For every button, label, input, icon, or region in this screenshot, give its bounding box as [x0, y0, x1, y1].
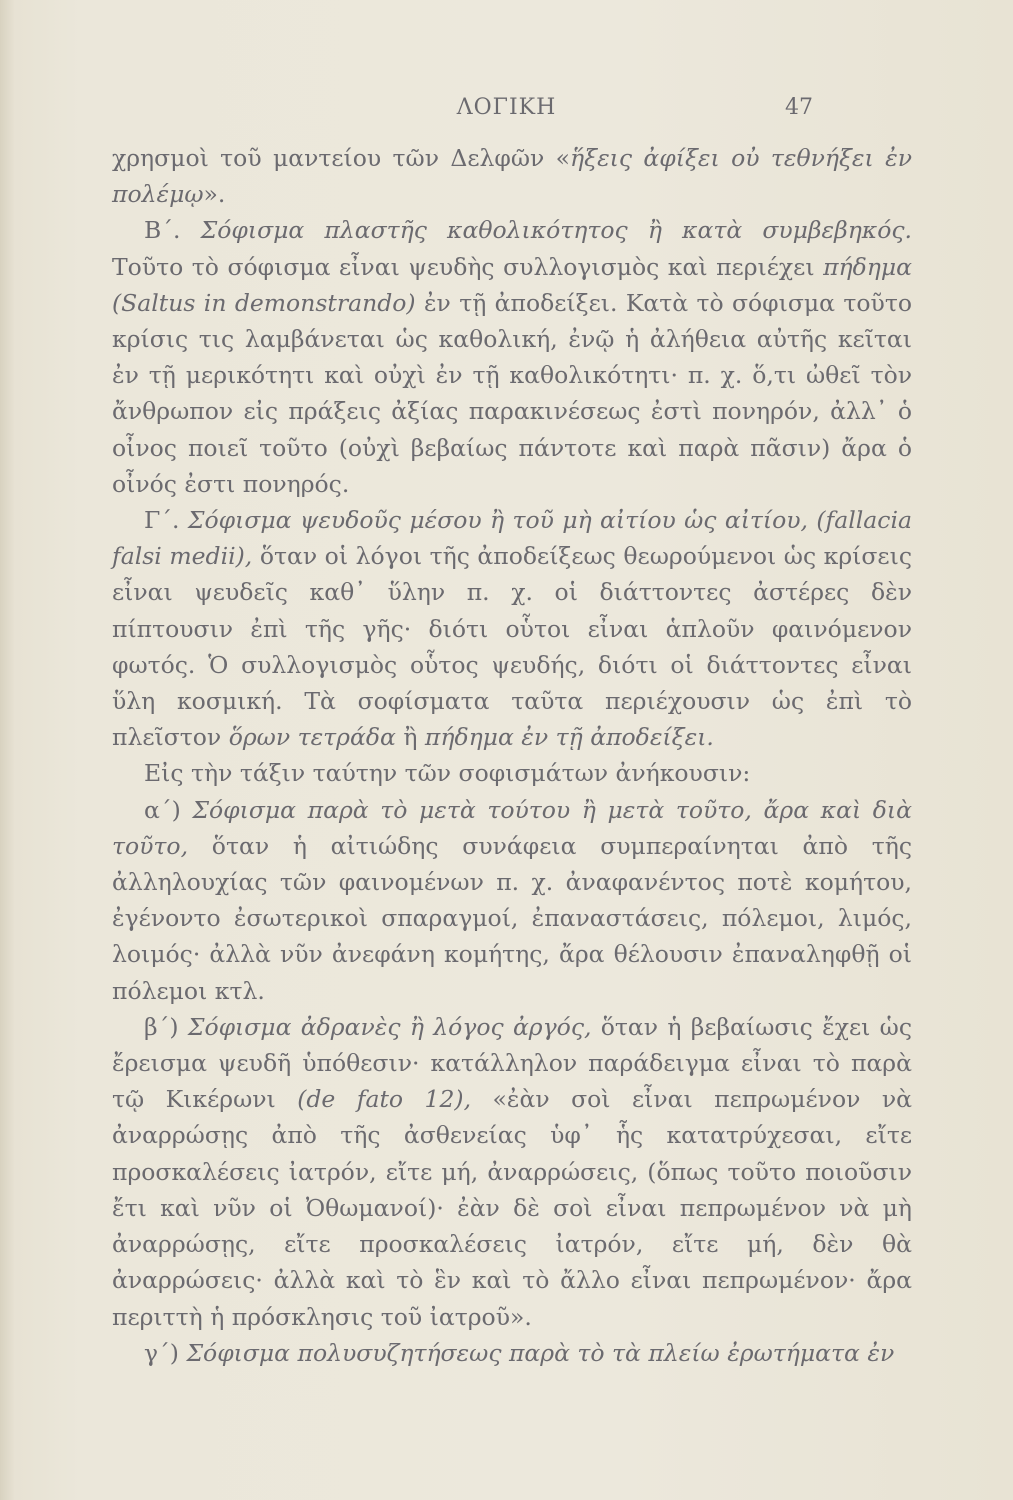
text-run: Γ΄. [144, 506, 188, 535]
text-run: «ἐὰν σοὶ εἶναι πεπρωμένον νὰ ἀναρρώσῃς ἀπὸ τῆς ἀσθενείας ὑφ᾽ ἧς κατατρύχεσαι, εἴτε προσκαλέσεις ἰατρόν, εἴτε μή, ἀναρρώσεις, (ὅπως τοῦτο ποιοῦσιν ἔτι καὶ νῦν οἱ Ὀθωμανοί)· ἐὰν δὲ σοὶ εἶναι πεπρωμένον νὰ μὴ ἀναρρώσῃς, εἴτε προσκαλέσεις ἰατρόν, εἴτε μή, δὲν θὰ ἀναρρώσεις· ἀλλὰ καὶ τὸ ἓν καὶ τὸ ἄλλο εἶναι πεπρωμένον· ἄρα περιττὴ ἡ πρόσκλησις τοῦ ἰατροῦ». [112, 1085, 912, 1331]
italic-run: πήδημα ἐν τῇ ἀποδείξει. [424, 723, 714, 752]
paragraph [112, 1335, 912, 1371]
italic-run: Σόφισμα παρὰ τὸ μετὰ τούτου ἢ μετὰ τοῦτο, ἄρα καὶ διὰ τοῦτο, [112, 795, 912, 860]
running-title: ΛΟΓΙΚΗ [456, 95, 557, 120]
text-run: Τοῦτο τὸ σόφισμα εἶναι ψευδὴς συλλογισμὸς καὶ περιέχει [112, 252, 824, 281]
text-run: ὅταν ἡ βεβαίωσις ἔχει ὡς ἔρεισμα ψευδῆ ὑπόθεσιν· κατάλληλον παράδειγμα εἶναι τὸ παρὰ τῷ Κικέρωνι [112, 1012, 912, 1114]
italic-run: Σόφισμα πολυσυζητήσεως παρὰ τὸ τὰ πλείω ἐρωτήματα ἐν [186, 1338, 895, 1367]
paragraph [112, 212, 912, 502]
page-header [0, 95, 1013, 129]
italic-run: πήδημα (Saltus in demonstrando) [112, 252, 912, 317]
page-number: 47 [785, 95, 813, 120]
italic-run: ἥξεις ἀφίξει οὐ τεθνήξει ἐν πολέμῳ [112, 144, 912, 209]
text-run: γ΄) [144, 1338, 187, 1367]
text-run: ἐν τῇ ἀποδείξει. Κατὰ τὸ σόφισμα τοῦτο κρίσις τις λαμβάνεται ὡς καθολική, ἐνῷ ἡ ἀλήθεια αὐτῆς κεῖται ἐν τῇ μερικότητι καὶ οὐχὶ ἐν τῇ καθολικότητι· π. χ. ὅ,τι ὠθεῖ τὸν ἄνθρωπον εἰς πράξεις ἀξίας παρακινέσεως ἐστὶ πονηρόν, ἀλλ᾽ ὁ οἶνος ποιεῖ τοῦτο (οὐχὶ βεβαίως πάντοτε καὶ παρὰ πᾶσιν) ἄρα ὁ οἶνός ἐστι πονηρός. [112, 288, 912, 498]
paragraph [112, 502, 912, 755]
text-run: χρησμοὶ τοῦ μαντείου τῶν Δελφῶν « [112, 144, 571, 172]
italic-run: ὅρων τετράδα [228, 723, 396, 752]
paragraph [112, 792, 912, 1009]
paragraph [112, 1009, 912, 1335]
italic-run: Σόφισμα ψευδοῦς μέσου ἢ τοῦ μὴ αἰτίου ὡς αἰτίου, (fallacia falsi medii), [112, 506, 912, 571]
text-run: Εἰς τὴν τάξιν ταύτην τῶν σοφισμάτων ἀνήκουσιν: [144, 759, 751, 788]
text-run: ὅταν οἱ λόγοι τῆς ἀποδείξεως θεωρούμενοι ὡς κρίσεις εἶναι ψευδεῖς καθ᾽ ὕλην π. χ. οἱ διάττοντες ἀστέρες δὲν πίπτουσιν ἐπὶ τῆς γῆς· διότι οὗτοι εἶναι ἁπλοῦν φαινόμενον φωτός. Ὁ συλλογισμὸς οὗτος ψευδής, διότι οἱ διάττοντες εἶναι ὕλη κοσμική. Τὰ σοφίσματα ταῦτα περιέχουσιν ὡς ἐπὶ τὸ πλεῖστον [112, 542, 912, 752]
italic-run: (de fato 12), [297, 1085, 472, 1114]
paragraph [112, 755, 912, 791]
italic-run: Σόφισμα πλαστῆς καθολικότητος ἢ κατὰ συμβεβηκός. [200, 216, 912, 245]
page-spine-shadow [0, 0, 14, 1500]
text-run: β΄) [144, 1012, 188, 1041]
text-run: α΄) [144, 795, 193, 824]
text-run: ὅταν ἡ αἰτιώδης συνάφεια συμπεραίνηται ἀπὸ τῆς ἀλληλουχίας τῶν φαινομένων π. χ. ἀναφανέντος ποτὲ κομήτου, ἐγένοντο ἐσωτερικοὶ σπαραγμοί, ἐπαναστάσεις, πόλεμοι, λιμός, λοιμός· ἀλλὰ νῦν ἀνεφάνη κομήτης, ἄρα θέλουσιν ἐπαναληφθῇ οἱ πόλεμοι κτλ. [112, 831, 912, 1005]
paragraph [112, 140, 912, 212]
text-run: ». [203, 180, 226, 209]
text-run: Β΄. [144, 216, 201, 245]
body-text [112, 140, 912, 1371]
italic-run: Σόφισμα ἀδρανὲς ἢ λόγος ἀργός, [187, 1012, 592, 1041]
text-run: ἢ [395, 723, 425, 752]
